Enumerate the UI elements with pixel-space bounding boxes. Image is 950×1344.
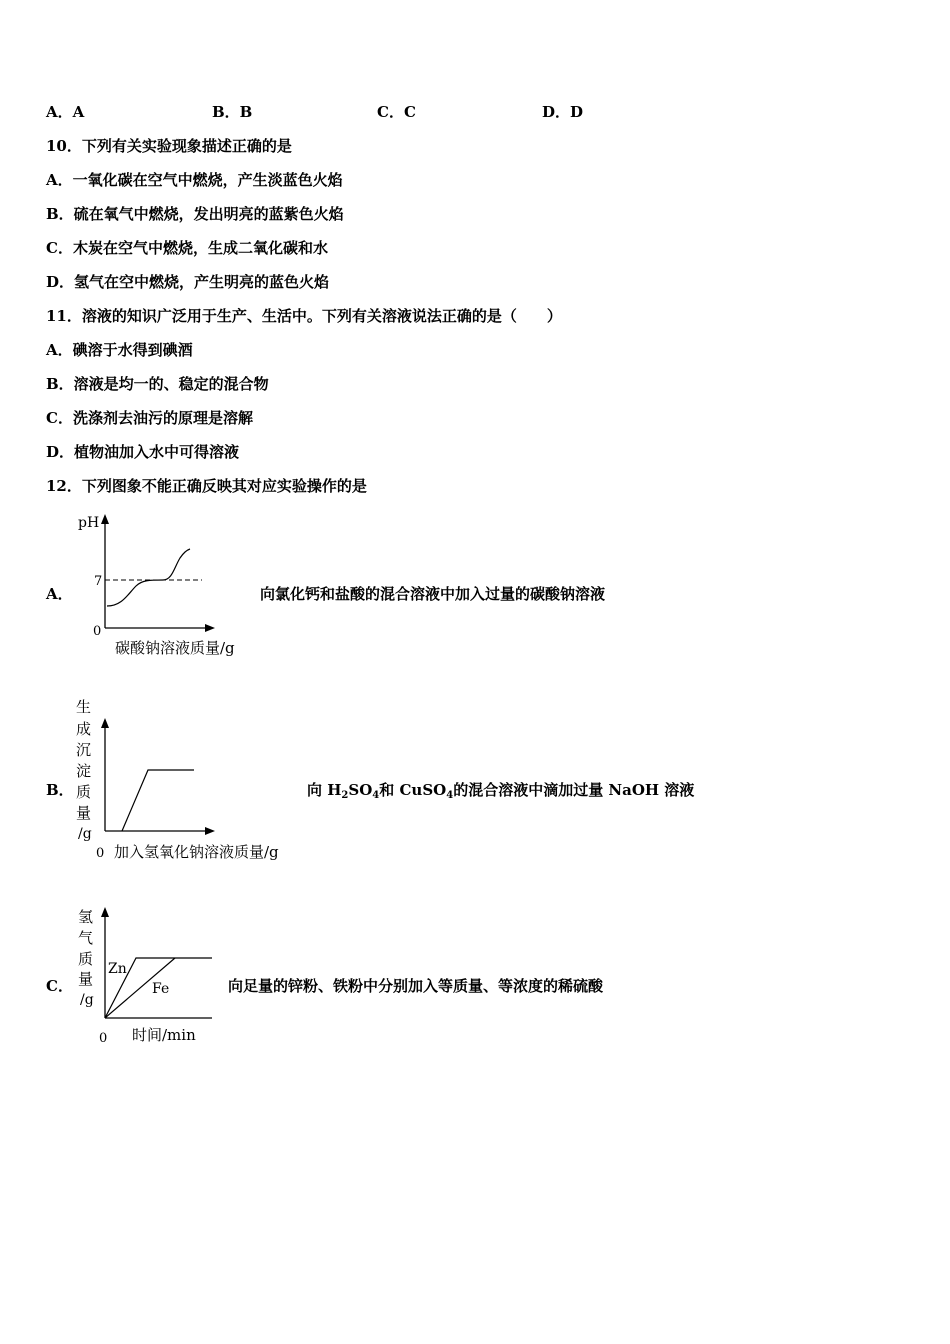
- q12-option-c-desc: 向足量的锌粉、铁粉中分别加入等质量、等浓度的稀硫酸: [228, 977, 604, 995]
- graph-c-y-arrow: [101, 907, 109, 917]
- q12-b-sub2: 4: [372, 790, 380, 801]
- q12-option-a-desc: 向氯化钙和盐酸的混合溶液中加入过量的碳酸钠溶液: [260, 585, 606, 603]
- graph-a-ylabel: pH: [78, 515, 100, 531]
- q12-b-desc-mid2: 和 CuSO: [379, 781, 447, 799]
- q12-option-c-letter: C．: [46, 977, 73, 995]
- graph-c-ylabel-4: 量: [78, 970, 94, 988]
- graph-b-xlabel: 加入氢氧化钠溶液质量/g: [114, 843, 279, 861]
- graph-a-curve: [107, 549, 190, 606]
- graph-c-fe-label: Fe: [152, 981, 170, 997]
- graph-b-ylabel-5: 质: [76, 783, 92, 801]
- q12-b-desc-mid1: SO: [348, 781, 373, 799]
- graph-b-ylabel-6: 量: [76, 804, 92, 822]
- q12-b-sub3: 4: [446, 790, 454, 801]
- q11-stem: 11．溶液的知识广泛用于生产、生活中。下列有关溶液说法正确的是（ ）: [46, 307, 562, 325]
- graph-b-ylabel-3: 沉: [76, 741, 92, 759]
- q10-option-c: C．木炭在空气中燃烧，生成二氧化碳和水: [46, 239, 328, 257]
- graph-c-xlabel: 时间/min: [132, 1026, 196, 1044]
- graph-b-ylabel-4: 淀: [76, 762, 92, 780]
- q12-b-desc-pre: 向 H: [307, 781, 342, 799]
- graph-c-ylabel-1: 氢: [78, 908, 94, 926]
- q11-option-a: A．碘溶于水得到碘酒: [46, 341, 193, 359]
- q12-b-desc-post: 的混合溶液中滴加过量 NaOH 溶液: [453, 781, 695, 799]
- graph-b-curve: [122, 770, 194, 831]
- graph-c-ylabel-2: 气: [78, 929, 94, 947]
- graph-b-y-arrow: [101, 718, 109, 728]
- graph-b-x-arrow: [205, 827, 215, 835]
- q12-b-sub1: 2: [341, 790, 349, 801]
- q11-option-c: C．洗涤剂去油污的原理是溶解: [46, 409, 253, 427]
- q9-option-b: B．B: [212, 103, 253, 121]
- graph-b-origin: 0: [96, 846, 105, 861]
- graph-a-y-arrow: [101, 514, 109, 524]
- q10-option-a: A．一氧化碳在空气中燃烧，产生淡蓝色火焰: [46, 171, 343, 189]
- q11-option-d: D．植物油加入水中可得溶液: [46, 443, 240, 461]
- q9-option-d: D．D: [542, 103, 584, 121]
- graph-c-origin: 0: [99, 1031, 108, 1046]
- q11-option-b: B．溶液是均一的、稳定的混合物: [46, 375, 269, 393]
- q10-option-b: B．硫在氧气中燃烧，发出明亮的蓝紫色火焰: [46, 205, 344, 223]
- q12-graph-a: [70, 506, 270, 666]
- graph-a-xlabel: 碳酸钠溶液质量/g: [115, 639, 235, 657]
- q12-option-b-desc: [307, 780, 694, 800]
- graph-b-ylabel-2: 成: [76, 720, 92, 738]
- q12-option-a-letter: A．: [46, 585, 73, 603]
- graph-b-ylabel-1: 生: [76, 698, 92, 716]
- graph-c-ylabel-3: 质: [78, 950, 94, 968]
- q9-option-a: A．A: [46, 103, 85, 121]
- q12-stem: 12．下列图象不能正确反映其对应实验操作的是: [46, 477, 367, 495]
- q12-graph-c: [70, 900, 240, 1050]
- graph-c-zn-label: Zn: [108, 961, 127, 977]
- q10-stem: 10．下列有关实验现象描述正确的是: [46, 137, 292, 155]
- graph-c-ylabel-5: /g: [80, 992, 94, 1008]
- q12-graph-b: [70, 690, 310, 870]
- q9-option-c: C．C: [377, 103, 416, 121]
- graph-a-x-arrow: [205, 624, 215, 632]
- graph-a-origin: 0: [93, 624, 102, 639]
- q12-option-b-letter: B．: [46, 781, 74, 799]
- q10-option-d: D．氢气在空中燃烧，产生明亮的蓝色火焰: [46, 273, 330, 291]
- graph-a-y-mark: 7: [94, 574, 103, 589]
- graph-b-ylabel-7: /g: [78, 826, 92, 842]
